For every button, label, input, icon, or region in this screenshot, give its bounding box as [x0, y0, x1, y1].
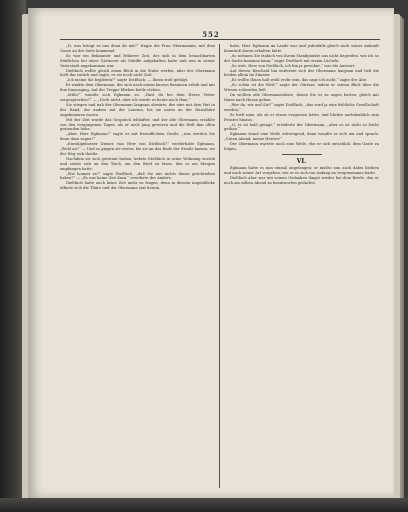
paragraph: Sie stiegen und nah der Obermann langsam abwärts; der eine mit dem Hut in der Hand, der andere mit der Laterne, bis sie unten an der Hausthüre angekommen waren.: [60, 102, 215, 117]
page-number: 552: [202, 30, 220, 39]
paragraph: „Eiwohlgeborner Diener, was Herr von Dießfach?“ wiederholte Eglmann. „Wohl an?“ — Und so gingen sie weiter, bis sie an das Ende der Straße kamen, wo der Weg sich theilte.: [60, 142, 215, 156]
paragraph: habe, Herr Eglmann im Lande war und jedenfalls gleich nach seiner Ankunft Kenntniß davon erhalten hätte.: [224, 44, 379, 53]
paragraph: Eglmann hatte es nun einmal angefangen; er mußte nun auch dabei bleiben und nach seiner Art vorgehen, wie er es sich von Anfang an vorgenommen hatte.: [224, 165, 379, 175]
paragraph: Es war ein Bekannter und früherer Zeit, der sich in dem benachbarten Städtchen bei einer Gärtnerei als Gehilfe aufgehalten hatte und nun in seiner Vaterstadt angekommen war.: [60, 53, 215, 68]
section-title: VI.: [296, 157, 307, 165]
paragraph: „Es wollte Ihnen halt wohl recht sein, das sage ich nicht,“ sagte der Alte.: [230, 78, 368, 83]
paragraph: Dießfach wollte gleich einen Blick in die Stube werfen, aber der Obermann hielt ihn zurück und sagte, es sei noch nicht Zeit.: [60, 68, 215, 78]
paragraph: Er hielt inne, als ob er etwas vergessen hätte, und blickte nachdenklich zum Fenster hinaus.: [224, 112, 379, 122]
paragraph: „Aber, Herr Eglmann!“ sagte er mit freundlichem Gruße, „was werden Sie denn dazu sagen?“: [60, 132, 215, 142]
right-column: [224, 44, 379, 490]
paragraph: Der Obermann wartete noch eine Weile, ehe er sich entschloß, dem Gaste zu folgen.: [224, 142, 379, 152]
section-rule: [282, 154, 322, 155]
paragraph: „O, es ist bald gesagt,“ erwiderte der Obermann, „aber es ist nicht so leicht gethan.“: [224, 122, 379, 132]
paragraph: Dießfach hatte auch keine Zeit mehr zu fragen; denn in diesem Augenblicke öffnete sich die Thüre und der Obermann trat herein.: [60, 181, 215, 191]
paragraph: Auf diesen Bescheid hin entfernte sich der Obermann langsam und ließ die beiden allein im Zimmer.: [224, 68, 379, 78]
paragraph: „Wer da, wir und Sie?“ sagte Dießfach; „das wird ja eine fröhliche Gesellschaft werden.“: [224, 102, 379, 112]
paragraph: „So weit, Herr von Dießfach, ich bin ja gewohnt,“ war die Antwort.: [230, 63, 356, 68]
header-rule: [60, 39, 380, 40]
paragraph: Er winkte dem Obermann, der sich nach einem kurzen Besinnen erhob und mit ihm hinausging. Auf der Treppe blieben beide stehen.: [60, 83, 215, 93]
book-bottom-edge: [0, 498, 408, 512]
paragraph: „D, was bringt er uns denn da mit?“ fragte die Frau Obermannin, mit dem Gasse an der Seite kommend.: [60, 44, 215, 53]
book-page: [28, 8, 394, 498]
left-column: [60, 44, 215, 490]
paragraph: „Ich meine Sie begleiten?“ sagte Dießfach. — Ihnen stolt gefolgt.: [66, 78, 189, 83]
paragraph: „Wie kommt es?“ sagte Dießfach, „daß Sie mir nichts davon geschrieben haben?“ — „Es war keine Zeit dazu,“ erwiderte der Andere.: [60, 171, 215, 181]
paragraph: Nachdem sie sich getrennt hatten, kehrte Dießfach in seine Wohnung zurück und setzte sich an den Tisch, um den Brief zu lesen, den er am Morgen empfangen hatte.: [60, 156, 215, 171]
paragraph: Dießfach aber war mit seinen Gedanken längst wieder bei dem Briefe, den er noch am selben Abend zu beantworten gedachte.: [224, 175, 379, 185]
paragraph: „So nehmen Sie einfach von Ihrem Standpunkte aus nicht begreifen, wie ich so der Sache kommen kann,“ sagte Dießfach mit einem Lächeln.: [224, 53, 379, 63]
column-divider: [219, 44, 220, 488]
paragraph: „So schön ist die Welt!“ sagte der Gärtner, indem er seinen Blick über die Wiesen schweifen ließ.: [224, 83, 379, 93]
paragraph: Eglmann stand eine Weile schweigend, dann wandte er sich um und sprach: „Guten Abend, meine Herren!“: [224, 132, 379, 142]
paragraph: Mit der Zeit wurde das Gespräch lebhafter, und der alte Obermann erzählte von den vergangenen Tagen, als er noch jung gewesen und die Welt ihm offen gestanden habe.: [60, 117, 215, 132]
paragraph: „Stille!“ wandte sich Eglmann zu. „Hast du bei dem Herrn Vetter vorgesprochen?“ — „Noch nicht, aber ich werde es heute noch thun.“: [60, 93, 215, 102]
paragraph: Da wollten alle Obermannsleute, denen Sie es zu sagen hatten, gleich mit Ihnen nach Hause gehen.: [224, 93, 379, 102]
